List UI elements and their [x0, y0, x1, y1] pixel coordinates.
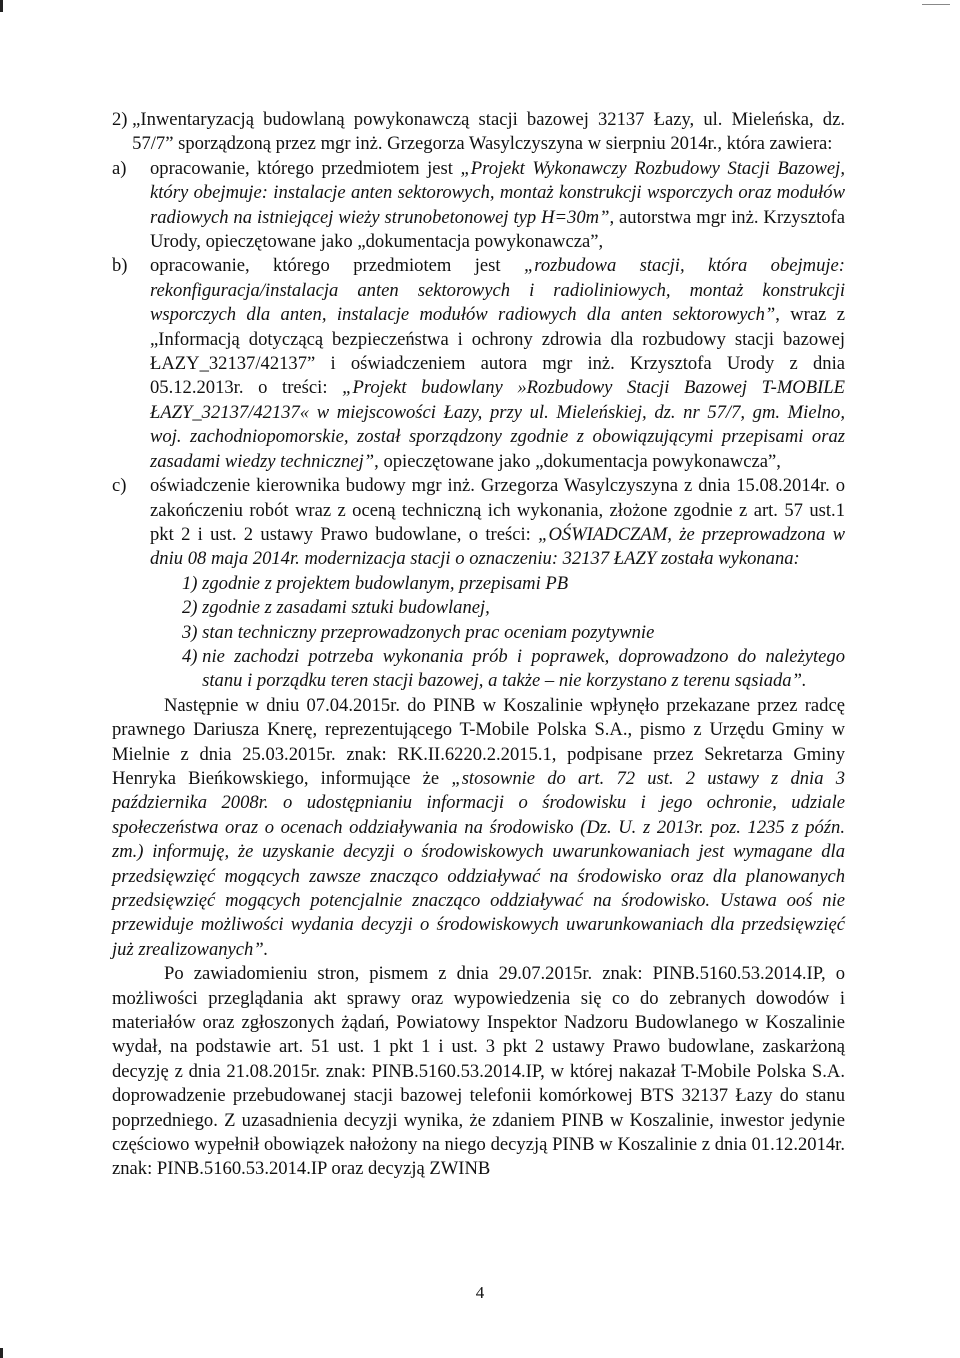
point-1-num: 1) — [182, 572, 203, 594]
document-body — [112, 108, 845, 1182]
point-4-text: nie zachodzi potrzeba wykonania prób i poprawek, doprowadzono do należytego stanu i porządku teren stacji bazowej, a także – nie korzystano z terenu sąsiada”. — [202, 645, 845, 692]
scan-dash-mark — [922, 4, 950, 5]
item-b — [112, 254, 845, 474]
item-c-label: c) — [112, 475, 127, 497]
item-b-label: b) — [112, 255, 128, 277]
point-2-text: zgodnie z zasadami sztuki budowlanej, — [202, 597, 490, 619]
item-a-plain-2: , autorstwa mgr inż. Krzysztofa Urody, opieczętowane jako „dokumentacja powykonawcza”, — [150, 206, 845, 253]
point-4-num: 4) — [182, 645, 203, 667]
item-c-points — [182, 572, 845, 694]
item-b-italic-1: „rozbudowa stacji, która obejmuje: rekonfiguracja/instalacja anten sektorowych i radioliniowych, montaż konstrukcji wsporczych dla anten, instalacje modułów radiowych dla anten sektorowych” — [150, 255, 845, 326]
point-4 — [182, 645, 845, 694]
point-3 — [182, 621, 845, 645]
item-a-label: a) — [112, 157, 127, 179]
section-2-label: 2) — [112, 109, 133, 130]
item-c-body — [150, 474, 845, 694]
scan-edge-mark-bottom — [0, 1348, 3, 1358]
point-3-num: 3) — [182, 621, 203, 643]
item-a-text — [150, 157, 845, 255]
page-number: 4 — [475, 1283, 485, 1302]
item-b-plain-2: , wraz z „Informacją dotyczącą bezpieczeństwa i ochrony zdrowia dla rozbudowy stacji bazowej ŁAZY_32137/42137” i oświadczeniem autora mgr inż. Krzysztofa Urody z dnia 05.12.2013r. o treści: — [150, 304, 845, 399]
para1-plain-1: Następnie w dniu 07.04.2015r. do PINB w Koszalinie wpłynęło przekazane przez radcę prawnego Dariusza Knerę, reprezentującego T-Mobile Polska S.A., pismo z Urzędu Gminy w Mielnie z dnia 25.03.2015r. znak: RK.II.6220.2.2015.1, podpisane przez Sekretarza Gminy Henryka Bieńkowskiego, informujące że — [112, 694, 845, 789]
item-c-plain-1: oświadczenie kierownika budowy mgr inż. Grzegorza Wasylczyszyna z dnia 15.08.2014r. o zakończeniu robót wraz z oceną techniczną ich wykonania, złożone zgodnie z art. 57 ust.1 pkt 2 i ust. 2 ustawy Prawo budowlane, o treści: — [150, 475, 845, 545]
point-2 — [182, 596, 845, 620]
item-a — [112, 157, 845, 255]
para1-italic-1: „stosownie do art. 72 ust. 2 ustawy z dnia 3 października 2008r. o udostępnianiu informacji o środowisku i jego ochronie, udziale społeczeństwa oraz o ocenach oddziaływania na środowisko (Dz. U. z 2013r. poz. 1235 z późn. zm.) informuję, że uzyskanie decyzji o środowiskowych uwarunkowaniach jest wymagane dla przedsięwzięć mogących zawsze znacząco oddziaływać na środowisko oraz dla planowanych przedsięwzięć mogących potencjalnie znacząco oddziaływać na środowisko. Ustawa ooś nie przewiduje możliwości wydania decyzji o środowiskowych uwarunkowaniach dla przedsięwzięć już zrealizowanych”. — [112, 767, 845, 960]
item-c-italic-1: „OŚWIADCZAM, że przeprowadzona w dniu 08 maja 2014r. modernizacja stacji o oznaczeniu: 32137 ŁAZY została wykonana: — [150, 523, 846, 570]
point-1 — [182, 572, 845, 596]
point-1-text: zgodnie z projektem budowlanym, przepisami PB — [202, 572, 569, 594]
item-c-text — [150, 474, 845, 572]
section-2-intro: „Inwentaryzacją budowlaną powykonawczą stacji bazowej 32137 Łazy, ul. Mieleńska, dz. 57/7” sporządzoną przez mgr inż. Grzegorza Wasylczyszyna w sierpniu 2014r., która zawiera: — [132, 109, 845, 155]
section-2 — [112, 108, 845, 157]
item-b-plain-3: , opieczętowane jako „dokumentacja powykonawcza”, — [374, 450, 781, 472]
paragraph-decision: Po zawiadomieniu stron, pismem z dnia 29.07.2015r. znak: PINB.5160.53.2014.IP, o możliwości przeglądania akt sprawy oraz wypowiedzenia się co do zebranych dowodów i materiałów oraz zgłoszonych żądań, Powiatowy Inspektor Nadzoru Budowlanego w Koszalinie wydał, na podstawie art. 51 ust. 1 pkt 1 i ust. 3 pkt 2 ustawy Prawo budowlane, zaskarżoną decyzję z dnia 21.08.2015r. znak: PINB.5160.53.2014.IP, w której nakazał T-Mobile Polska S.A. doprowadzenie przebudowanej stacji bazowej telefonii komórkowej BTS 32137 Łazy do stanu poprzedniego. Z uzasadnienia decyzji wynika, że zdaniem PINB w Koszalinie, inwestor jedynie częściowo wypełnił obowiązek nałożony na niego decyzją PINB w Koszalinie z dnia 01.12.2014r. znak: PINB.5160.53.2014.IP oraz decyzją ZWINB — [112, 963, 845, 1180]
scan-edge-mark — [0, 0, 3, 12]
point-2-num: 2) — [182, 597, 203, 619]
item-b-italic-2: „Projekt budowlany »Rozbudowy Stacji Bazowej T-MOBILE ŁAZY_32137/42137« w miejscowości Łazy, przy ul. Mieleńskiej, dz. nr 57/7, gm. Mielno, woj. zachodniopomorskie, został sporządzony zgodnie z obowiązującymi przepisami oraz zasadami wiedzy technicznej” — [150, 377, 845, 472]
point-3-text: stan techniczny przeprowadzonych prac oceniam pozytywnie — [202, 621, 655, 643]
item-a-plain-1: opracowanie, którego przedmiotem jest — [150, 157, 461, 179]
paragraph-pinb-receipt — [112, 694, 845, 962]
item-b-text — [150, 254, 845, 474]
item-a-italic-1: „Projekt Wykonawczy Rozbudowy Stacji Bazowej, który obejmuje: instalacje anten sektorowych, montaż konstrukcji wsporczych oraz modułów radiowych na istniejącej wieży strunobetonowej typ H=30m” — [150, 157, 845, 228]
item-b-plain-1: opracowanie, którego przedmiotem jest — [150, 255, 524, 277]
item-c — [112, 474, 845, 694]
